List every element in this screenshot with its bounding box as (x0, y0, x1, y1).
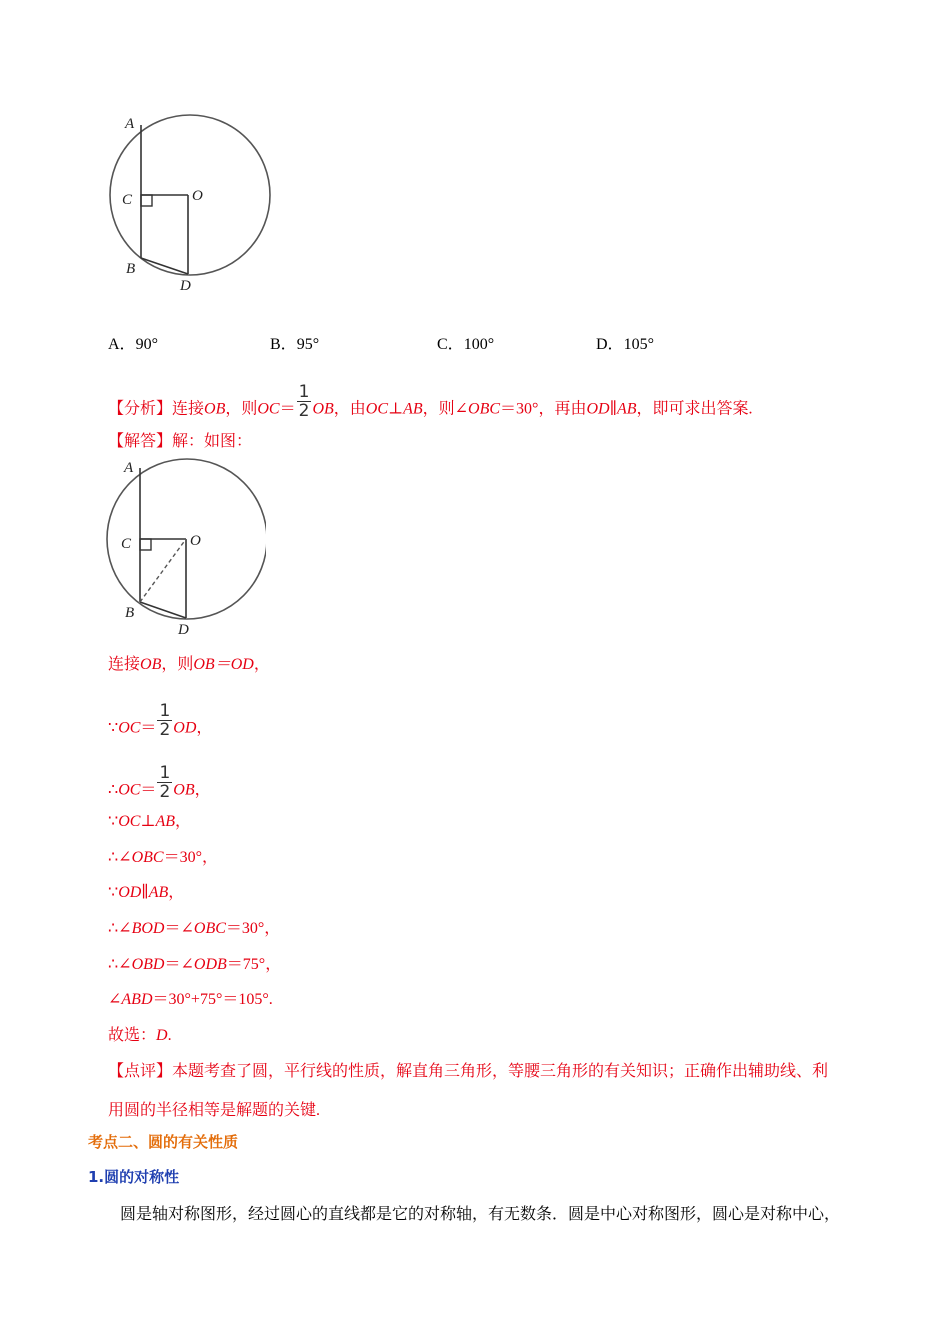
fraction-half: $\frac{1}{2}$ (159, 763, 171, 802)
option-c: C．100° (437, 336, 495, 353)
section-heading: 考点二、圆的有关性质 (88, 1133, 239, 1151)
label-O: O (192, 188, 203, 204)
step-4: ∵OC⊥AB， (108, 813, 192, 830)
step-8: ∴∠OBD＝∠ODB＝75°， (108, 956, 282, 973)
step-5: ∴∠OBC＝30°， (108, 849, 218, 866)
label-D: D (180, 278, 191, 294)
solution-heading: 【解答】解：如图： (108, 433, 253, 450)
label-B: B (125, 605, 135, 621)
label-B: B (126, 261, 136, 277)
label-D: D (178, 622, 189, 634)
circle-figure-1 (100, 108, 280, 298)
comment-line-1: 【点评】本题考查了圆，平行线的性质，解直角三角形，等腰三角形的有关知识；正确作出辅助线、利 (108, 1063, 829, 1080)
circle-figure-2 (100, 452, 280, 634)
label-O: O (190, 533, 201, 549)
label-A: A (125, 116, 135, 132)
fraction-half: $\frac{1}{2}$ (298, 382, 310, 421)
analysis-line: 【分析】连接OB，则OC＝ $\frac{1}{2}$ OB，由OC⊥AB，则∠OBC＝30°，再由OD∥AB，即可求出答案. (108, 382, 753, 421)
label-C: C (122, 192, 133, 208)
step-7: ∴∠BOD＝∠OBC＝30°， (108, 920, 281, 937)
option-b: B．95° (270, 336, 320, 353)
step-1: 连接OB，则OB＝OD， (108, 656, 270, 673)
label-C: C (121, 536, 132, 552)
comment-line-2: 用圆的半径相等是解题的关键. (108, 1102, 321, 1119)
fraction-half: $\frac{1}{2}$ (159, 701, 171, 740)
step-2: ∵OC＝ $\frac{1}{2}$ OD， (108, 701, 213, 740)
body-paragraph: 圆是轴对称图形，经过圆心的直线都是它的对称轴，有无数条．圆是中心对称图形，圆心是对称中心， (120, 1206, 841, 1223)
subsection-heading: 1.圆的对称性 (88, 1168, 180, 1186)
step-6: ∵OD∥AB， (108, 884, 185, 901)
step-3: ∴OC＝ $\frac{1}{2}$ OB， (108, 763, 211, 802)
step-10: 故选：D. (108, 1027, 172, 1044)
label-A: A (124, 460, 134, 476)
option-a: A．90° (108, 336, 158, 353)
step-9: ∠ABD＝30°+75°＝105°. (108, 991, 273, 1008)
option-d: D．105° (596, 336, 654, 353)
